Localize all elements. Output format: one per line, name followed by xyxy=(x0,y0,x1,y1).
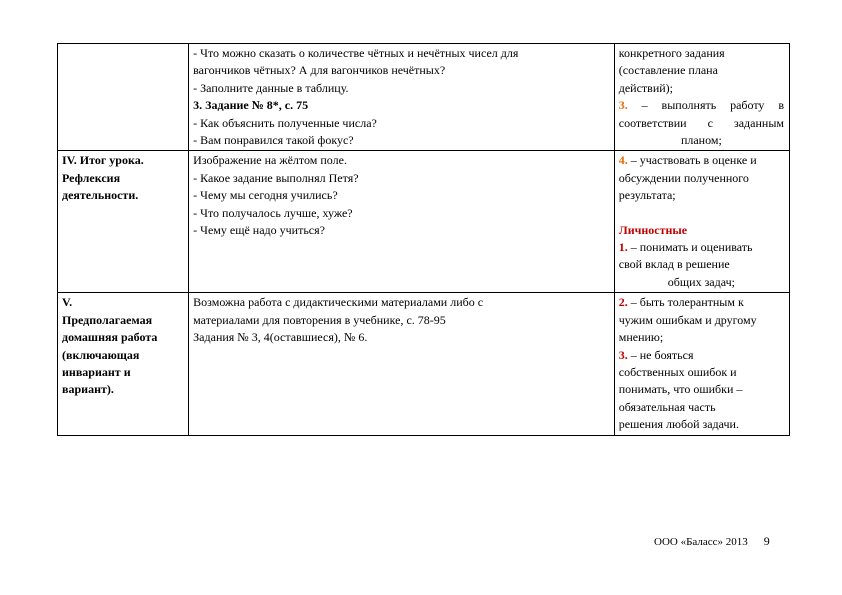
content-line: материалами для повторения в учебнике, с. 78-95 xyxy=(193,312,446,327)
item-number: 2. xyxy=(618,295,628,310)
content-line: Возможна работа с дидактическими материалами либо с xyxy=(193,295,484,310)
uud-line: чужим ошибкам и другому xyxy=(618,312,757,327)
stage-line: домашняя работа xyxy=(62,330,158,345)
uud-line: планом; xyxy=(680,133,722,148)
content-line: - Вам понравился такой фокус? xyxy=(193,133,354,148)
uud-line: обсуждении полученного xyxy=(618,170,749,185)
stage-line: V. xyxy=(62,295,73,310)
item-number: 1. xyxy=(618,240,628,255)
content-cell xyxy=(189,293,615,435)
page-footer xyxy=(654,534,770,549)
uud-line: соответствии с заданным xyxy=(618,115,784,130)
uud-line: собственных ошибок и xyxy=(618,364,737,379)
uud-cell xyxy=(614,293,789,435)
uud-item xyxy=(619,239,784,256)
content-line: - Как объяснить полученные числа? xyxy=(193,115,377,130)
content-cell xyxy=(189,44,615,151)
content-line: - Заполните данные в таблицу. xyxy=(193,80,349,95)
table-row xyxy=(58,44,790,151)
uud-item xyxy=(619,152,784,169)
uud-text: – быть толерантным к xyxy=(627,295,744,310)
stage-line: инвариант и xyxy=(62,364,131,379)
content-line: вагончиков чётных? А для вагончиков нечётных? xyxy=(193,63,446,78)
stage-line: Предполагаемая xyxy=(62,312,153,327)
uud-item xyxy=(619,347,784,364)
personal-heading: Личностные xyxy=(618,222,688,237)
stage-line: (включающая xyxy=(62,347,140,362)
content-line: - Какое задание выполнял Петя? xyxy=(193,170,359,185)
uud-line: действий); xyxy=(618,80,674,95)
stage-cell: IV. Итог урока. Рефлексия деятельности. xyxy=(58,151,189,293)
content-line: - Чему мы сегодня учились? xyxy=(193,188,338,203)
publisher-text: ООО «Баласс» 2013 xyxy=(654,536,748,548)
uud-text: – выполнять работу в xyxy=(627,98,784,113)
uud-text: – не бояться xyxy=(627,347,694,362)
spacer xyxy=(619,205,784,222)
stage-line: вариант). xyxy=(62,382,114,397)
uud-line: свой вклад в решение xyxy=(618,257,730,272)
stage-cell xyxy=(58,293,189,435)
uud-item xyxy=(619,294,784,311)
content-line: - Чему ещё надо учиться? xyxy=(193,223,325,238)
page-number: 9 xyxy=(763,534,770,548)
content-line: Задания № 3, 4(оставшиеся), № 6. xyxy=(193,330,368,345)
uud-cell xyxy=(614,151,789,293)
uud-text: – участвовать в оценке и xyxy=(627,153,757,168)
content-cell xyxy=(189,151,615,293)
table-row xyxy=(58,151,790,293)
item-number: 3. xyxy=(618,347,628,362)
lesson-plan-table xyxy=(57,43,790,436)
uud-line: обязательная часть xyxy=(618,399,716,414)
uud-line: результата; xyxy=(618,188,676,203)
table-row xyxy=(58,293,790,435)
item-number: 4. xyxy=(618,153,628,168)
uud-line: (составление плана xyxy=(618,63,718,78)
uud-text: – понимать и оценивать xyxy=(627,240,753,255)
stage-cell xyxy=(58,44,189,151)
uud-line: понимать, что ошибки – xyxy=(618,382,743,397)
content-line: - Что получалось лучше, хуже? xyxy=(193,205,353,220)
content-line: - Что можно сказать о количестве чётных и нечётных чисел для xyxy=(193,46,519,60)
uud-line: решения любой задачи. xyxy=(618,417,739,432)
task-heading: 3. Задание № 8*, с. 75 xyxy=(193,98,309,113)
uud-cell xyxy=(614,44,789,151)
uud-line: общих задач; xyxy=(667,274,735,289)
content-line: Изображение на жёлтом поле. xyxy=(193,153,347,168)
uud-item xyxy=(619,97,784,114)
item-number: 3. xyxy=(618,98,628,113)
uud-line: конкретного задания xyxy=(618,46,725,60)
uud-line: мнению; xyxy=(618,330,664,345)
